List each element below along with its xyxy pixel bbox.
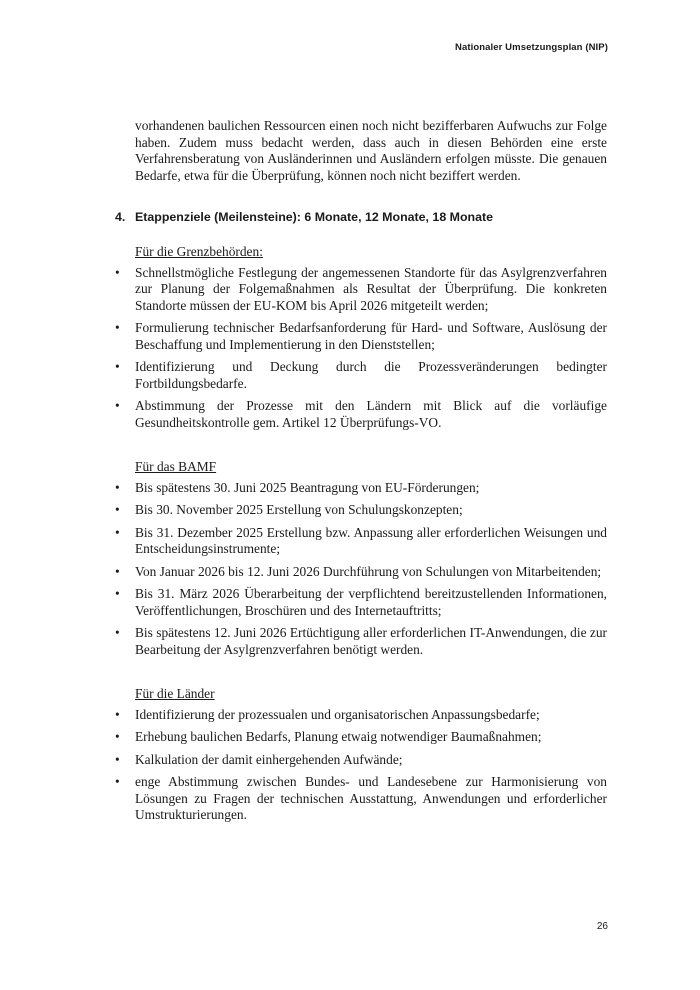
list-item <box>115 774 607 824</box>
list-item-text: Bis spätestens 12. Juni 2026 Ertüchtigung aller erforderlichen IT-Anwendungen, die zur Bearbeitung der Asylgrenzverfahren benötigt werden. <box>135 625 607 657</box>
section-heading <box>115 209 607 225</box>
bullet-icon: • <box>115 264 120 280</box>
list-item <box>115 729 607 746</box>
list-item-text: Identifizierung der prozessualen und organisatorischen Anpassungsbedarfe; <box>135 706 540 722</box>
page-number: 26 <box>596 921 608 932</box>
list-item-text: enge Abstimmung zwischen Bundes- und Landesebene zur Harmonisierung von Lösungen zu Fragen der technischen Ausstattung, Anwendungen und erforderlicher Umstrukturierungen. <box>135 774 607 822</box>
list-item-text: Schnellstmögliche Festlegung der angemessenen Standorte für das Asylgrenzverfahren zur Planung der Folgemaßnahmen als Resultat der Überprüfung. Die konkreten Standorte müssen der EU-KOM bis April 2026 mitgeteilt werden; <box>135 264 607 313</box>
list-item-text: Kalkulation der damit einhergehenden Aufwände; <box>135 751 403 767</box>
section-title: Etappenziele (Meilensteine): 6 Monate, 12 Monate, 18 Monate <box>135 210 494 224</box>
list-item-text: Abstimmung der Prozesse mit den Ländern mit Blick auf die vorläufige Gesundheitskontrolle gem. Artikel 12 Überprüfungs-VO. <box>135 398 607 430</box>
list-item <box>115 479 607 497</box>
list-item <box>115 524 607 558</box>
subheading-laender: Für die Länder <box>135 686 215 701</box>
list-item <box>115 320 607 353</box>
list-item-text: Bis 30. November 2025 Erstellung von Schulungskonzepten; <box>135 502 463 517</box>
bullet-list-bamf <box>115 479 607 659</box>
list-item-text: Erhebung baulichen Bedarfs, Planung etwaig notwendiger Baumaßnahmen; <box>135 729 542 744</box>
list-item-text: Bis spätestens 30. Juni 2025 Beantragung von EU-Förderungen; <box>135 479 480 495</box>
bullet-icon: • <box>115 502 120 517</box>
running-header: Nationaler Umsetzungsplan (NIP) <box>454 42 608 53</box>
bullet-icon: • <box>115 524 120 540</box>
bullet-icon: • <box>115 398 120 413</box>
bullet-icon: • <box>115 359 120 374</box>
list-item <box>115 625 607 658</box>
bullet-icon: • <box>115 706 120 722</box>
bullet-icon: • <box>115 774 120 789</box>
bullet-list-grenzbehoerden <box>115 264 607 432</box>
list-item <box>115 563 607 581</box>
list-item-text: Bis 31. März 2026 Überarbeitung der verpflichtend bereitzustellenden Informationen, Veröffentlichungen, Broschüren und des Internetauftritts; <box>135 586 607 618</box>
list-item <box>115 359 607 392</box>
intro-paragraph: vorhandenen baulichen Ressourcen einen noch nicht bezifferbaren Aufwuchs zur Folge haben. Zudem muss bedacht werden, dass auch in diesen Behörden eine erste Verfahrensberatung von Ausländerinnen und Ausländern erfolgen müsste. Die genauen Bedarfe, etwa für die Überprüfung, können noch nicht beziffert werden. <box>135 118 607 183</box>
bullet-icon: • <box>115 586 120 601</box>
list-item-text: Formulierung technischer Bedarfsanforderung für Hard- und Software, Auslösung der Beschaffung und Implementierung in den Dienststellen; <box>135 320 607 352</box>
list-item-text: Identifizierung und Deckung durch die Prozessveränderungen bedingter Fortbildungsbedarfe. <box>135 359 607 391</box>
bullet-icon: • <box>115 479 120 495</box>
subheading-grenzbehoerden: Für die Grenzbehörden: <box>135 244 263 259</box>
list-item <box>115 398 607 431</box>
section-number: 4. <box>115 210 126 224</box>
bullet-icon: • <box>115 625 120 640</box>
list-item <box>115 706 607 724</box>
list-item <box>115 586 607 619</box>
bullet-icon: • <box>115 751 120 767</box>
list-item-text: Bis 31. Dezember 2025 Erstellung bzw. Anpassung aller erforderlichen Weisungen und Entscheidungsinstrumente; <box>135 524 607 556</box>
bullet-icon: • <box>115 563 120 579</box>
list-item <box>115 264 607 315</box>
list-item-text: Von Januar 2026 bis 12. Juni 2026 Durchführung von Schulungen von Mitarbeitenden; <box>135 563 602 579</box>
bullet-icon: • <box>115 320 120 335</box>
subheading-bamf: Für das BAMF <box>135 459 217 474</box>
bullet-list-laender <box>115 706 607 824</box>
list-item <box>115 751 607 769</box>
list-item <box>115 502 607 519</box>
bullet-icon: • <box>115 729 120 744</box>
page-body <box>115 118 607 824</box>
